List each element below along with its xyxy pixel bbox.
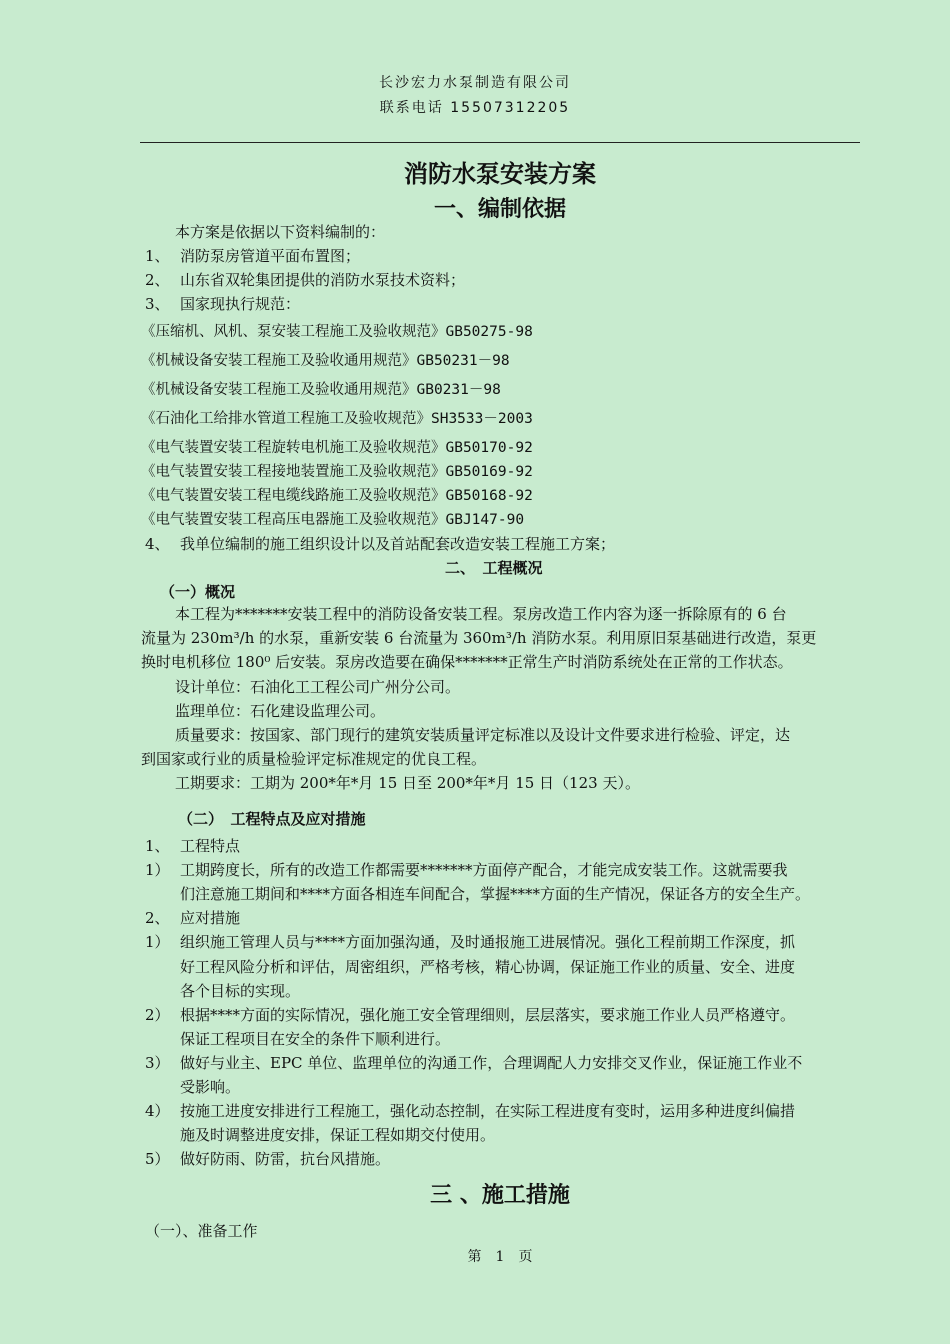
- list-item-line: 施及时调整进度安排，保证工程如期交付使用。: [180, 1126, 496, 1144]
- quality-requirement: 质量要求：按国家、部门现行的建筑安装质量评定标准以及设计文件要求进行检验、评定，达: [175, 726, 791, 744]
- quality-requirement: 到国家或行业的质量检验评定标准规定的优良工程。: [141, 750, 487, 768]
- list-item-line: 做好与业主、EPC 单位、监理单位的沟通工作，合理调配人力安排交叉作业，保证施工作业不: [180, 1054, 803, 1072]
- page-number: 第 1 页: [467, 1249, 533, 1265]
- section1-title: 一、编制依据: [433, 196, 566, 222]
- subsection-title: （一）、准备工作: [145, 1222, 258, 1240]
- section1-intro: 本方案是依据以下资料编制的：: [175, 223, 386, 241]
- design-unit: 设计单位：石油化工工程公司广州分公司。: [175, 678, 461, 696]
- list-number: 4）: [145, 1102, 170, 1120]
- list-item: 消防泵房管道平面布置图；: [180, 247, 361, 265]
- paragraph-line: 换时电机移位 180⁰ 后安装。泵房改造要在确保*******正常生产时消防系统处在正常的工作状态。: [141, 653, 793, 671]
- list-item-line: 各个目标的实现。: [180, 982, 301, 1000]
- list-number: 2、: [145, 271, 170, 289]
- list-number: 3、: [145, 295, 170, 313]
- standard-item: 《电气装置安装工程电缆线路施工及验收规范》GB50168-92: [141, 488, 533, 504]
- list-item-line: 按施工进度安排进行工程施工，强化动态控制，在实际工程进度有变时，运用多种进度纠偏措: [180, 1102, 796, 1120]
- list-item-line: 做好防雨、防雷，抗台风措施。: [180, 1150, 391, 1168]
- paragraph-line: 流量为 230m³/h 的水泵，重新安装 6 台流量为 360m³/h 消防水泵。利用原旧泵基础进行改造，泵更: [141, 629, 817, 647]
- list-item-line: 根据****方面的实际情况，强化施工安全管理细则，层层落实，要求施工作业人员严格遵守。: [180, 1006, 796, 1024]
- standard-item: 《电气装置安装工程接地装置施工及验收规范》GB50169-92: [141, 464, 533, 480]
- list-item: 国家现执行规范：: [180, 295, 301, 313]
- standard-item: 《电气装置安装工程高压电器施工及验收规范》GBJ147-90: [141, 512, 525, 528]
- list-number: 2、: [145, 909, 170, 927]
- list-item-line: 们注意施工期间和****方面各相连车间配合，掌握****方面的生产情况，保证各方的安全生产。: [180, 885, 811, 903]
- subsection-title: （一）概况: [160, 583, 236, 601]
- standard-item: 《石油化工给排水管道工程施工及验收规范》SH3533－2003: [141, 411, 533, 427]
- standard-item: 《电气装置安装工程旋转电机施工及验收规范》GB50170-92: [141, 440, 533, 456]
- list-item: 山东省双轮集团提供的消防水泵技术资料；: [180, 271, 466, 289]
- schedule-requirement: 工期要求：工期为 200*年*月 15 日至 200*年*月 15 日（123 天）。: [175, 774, 640, 792]
- list-number: 4、: [145, 535, 170, 553]
- list-number: 2）: [145, 1006, 170, 1024]
- section3-title: 三 、施工措施: [430, 1182, 570, 1208]
- list-number: 1）: [145, 861, 170, 879]
- company-name: 长沙宏力水泵制造有限公司: [379, 75, 571, 91]
- list-heading: 应对措施: [180, 909, 241, 927]
- list-item: 我单位编制的施工组织设计以及首站配套改造安装工程施工方案；: [180, 535, 616, 553]
- standard-item: 《压缩机、风机、泵安装工程施工及验收规范》GB50275-98: [141, 324, 533, 340]
- list-number: 1、: [145, 837, 170, 855]
- list-item-line: 好工程风险分析和评估，周密组织，严格考核，精心协调，保证施工作业的质量、安全、进度: [180, 958, 796, 976]
- list-heading: 工程特点: [180, 837, 241, 855]
- contact-phone: 联系电话 15507312205: [379, 100, 571, 116]
- section2-title: 二、 工程概况: [445, 559, 543, 577]
- list-item-line: 受影响。: [180, 1078, 241, 1096]
- standard-item: 《机械设备安装工程施工及验收通用规范》GB0231－98: [141, 382, 501, 398]
- document-title: 消防水泵安装方案: [404, 159, 596, 188]
- list-number: 1、: [145, 247, 170, 265]
- list-number: 3）: [145, 1054, 170, 1072]
- list-number: 5）: [145, 1150, 170, 1168]
- supervision-unit: 监理单位：石化建设监理公司。: [175, 702, 386, 720]
- list-item-line: 保证工程项目在安全的条件下顺利进行。: [180, 1030, 451, 1048]
- standard-item: 《机械设备安装工程施工及验收通用规范》GB50231－98: [141, 353, 510, 369]
- paragraph-line: 本工程为*******安装工程中的消防设备安装工程。泵房改造工作内容为逐一拆除原有的 6 台: [175, 605, 787, 623]
- header-divider: [140, 142, 860, 143]
- list-number: 1）: [145, 933, 170, 951]
- list-item-line: 组织施工管理人员与****方面加强沟通，及时通报施工进展情况。强化工程前期工作深度，抓: [180, 933, 796, 951]
- subsection-title: （二） 工程特点及应对措施: [178, 810, 366, 828]
- list-item-line: 工期跨度长，所有的改造工作都需要*******方面停产配合，才能完成安装工作。这就需要我: [180, 861, 788, 879]
